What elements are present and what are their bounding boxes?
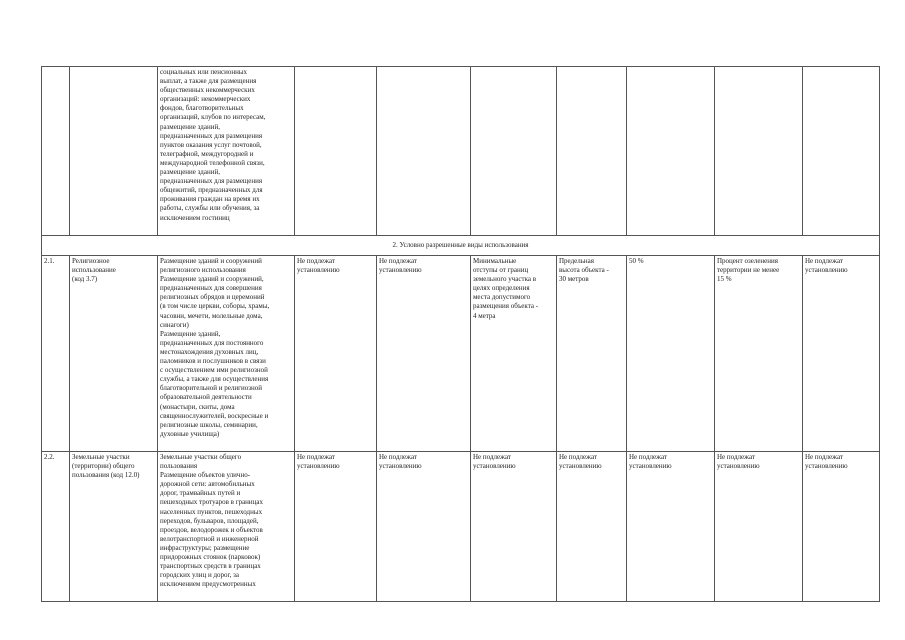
cell-param [295,67,377,236]
param-cell: Не подлежат установлению [803,452,880,602]
param-cell: Минимальные отступы от границ земельного участка в целях определения места допустимого размещения объекта - 4 метра [471,256,557,452]
row-number: 2.2. [42,452,70,602]
table-row [42,452,880,602]
param-cell: Не подлежат установлению [377,452,471,602]
cell-description: социальных или пенсионных выплат, а также для размещения общественных некоммерческих организаций: некоммерческих фондов, благотворительных организаций, клубов по интересам, размещение зданий, предназначенных для размещения пунктов оказания услуг почтовой, телеграфной, междугородней и международной телефонной связи, размещение зданий, предназначенных для размещения общежитий, предназначенных для проживания граждан на время их работы, службы или обучения, за исключением гостиниц [158,67,295,236]
cell-param [803,67,880,236]
param-cell: Предельная высота объекта - 30 метров [557,256,627,452]
param-cell: Не подлежат установлению [377,256,471,452]
section-heading: 2. Условно разрешенные виды использования [42,236,880,256]
cell-param [557,67,627,236]
param-cell: Процент озеленения территории не менее 15 % [715,256,803,452]
param-cell: Не подлежат установлению [803,256,880,452]
section-heading-row [42,236,880,256]
param-cell: 50 % [627,256,715,452]
zoning-regulations-table [41,66,880,602]
cell-num [42,67,70,236]
row-number: 2.1. [42,256,70,452]
param-cell: Не подлежат установлению [715,452,803,602]
param-cell: Не подлежат установлению [471,452,557,602]
cell-param [715,67,803,236]
param-cell: Не подлежат установлению [627,452,715,602]
cell-param [377,67,471,236]
param-cell: Не подлежат установлению [557,452,627,602]
table-row-continuation [42,67,880,236]
use-type-name: Земельные участки (территории) общего пользования (код 12.0) [70,452,158,602]
use-type-description: Размещение зданий и сооружений религиозного использования Размещение зданий и сооружений, предназначенных для совершения религиозных обрядов и церемоний (в том числе церкви, соборы, храмы, часовни, мечети, молельные дома, синагоги) Размещение зданий, предназначенных для постоянного местонахождения духовных лиц, паломников и послушников в связи с осуществлением ими религиозной службы, а также для осуществления благотворительной и религиозной образовательной деятельности (монастыри, скиты, дома священнослужителей, воскресные и религиозные школы, семинарии, духовные училища) [158,256,295,452]
cell-param [471,67,557,236]
param-cell: Не подлежат установлению [295,256,377,452]
cell-name [70,67,158,236]
param-cell: Не подлежат установлению [295,452,377,602]
table-row [42,256,880,452]
use-type-name: Религиозное использование (код 3.7) [70,256,158,452]
cell-param [627,67,715,236]
use-type-description: Земельные участки общего пользования Размещение объектов улично- дорожной сети: автомобильных дорог, трамвайных путей и пешеходных тротуаров в границах населенных пунктов, пешеходных переходов, бульваров, площадей, проездов, велодорожек и объектов велотранспортной и инженерной инфраструктуры; размещение придорожных стоянок (парковок) транспортных средств в границах городских улиц и дорог, за исключением предусмотренных [158,452,295,602]
